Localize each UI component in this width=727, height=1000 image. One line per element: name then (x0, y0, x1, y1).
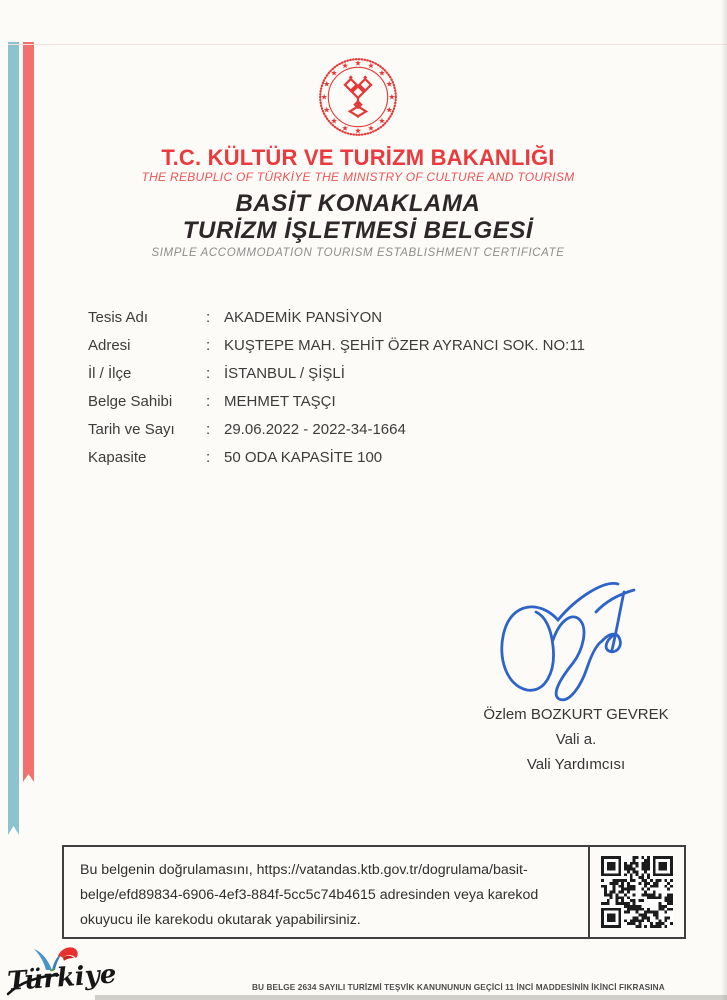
ministry-subtitle: THE REBUPLIC OF TÜRKİYE THE MINISTRY OF CULTURE AND TOURISM (141, 170, 575, 184)
field-colon: : (206, 392, 211, 410)
field-label: Tarih ve Sayı (88, 420, 175, 438)
certificate-fields (88, 303, 648, 471)
field-colon: : (206, 364, 211, 382)
legal-footnote: BU BELGE 2634 SAYILI TURİZMİ TEŞVİK KANUNUNUN GEÇİCİ 11 İNCİ MADDESİNİN İKİNCİ FIKRASINA (252, 982, 665, 992)
field-row-tesis-adi (88, 303, 648, 331)
field-value: AKADEMİK PANSİYON (224, 308, 383, 326)
field-colon: : (206, 308, 211, 326)
field-label: İl / İlçe (88, 364, 132, 382)
signer-title: Vali a. (555, 731, 597, 748)
scan-edge-right (721, 0, 727, 1000)
verification-line1: Bu belgenin doğrulamasını, https://vatandas.ktb.gov.tr/dogrulama/basit- (80, 862, 528, 878)
field-value: MEHMET TAŞÇI (224, 392, 336, 410)
field-row-belge-sahibi (88, 387, 648, 415)
field-value: KUŞTEPE MAH. ŞEHİT ÖZER AYRANCI SOK. NO:11 (224, 336, 585, 354)
verification-line3: okuyucu ile karekodu okutarak yapabilirsiniz. (80, 912, 361, 928)
verification-text (64, 847, 588, 937)
field-colon: : (206, 448, 211, 466)
field-label: Kapasite (88, 448, 147, 466)
turkiye-wordmark: Türkiye (6, 959, 118, 997)
qr-code-panel (588, 847, 684, 937)
signer-block (468, 706, 684, 781)
certificate-subtitle: SIMPLE ACCOMMODATION TOURISM ESTABLISHMENT CERTIFICATE (151, 247, 565, 259)
field-row-il-ilce (88, 359, 648, 387)
ministry-emblem-icon (313, 52, 403, 142)
certificate-title-line2: TURİZM İŞLETMESİ BELGESİ (182, 217, 534, 244)
field-label: Belge Sahibi (88, 392, 173, 410)
field-row-adresi (88, 331, 648, 359)
field-label: Adresi (88, 336, 131, 354)
ministry-title: T.C. KÜLTÜR VE TURİZM BAKANLIĞI (161, 145, 555, 170)
field-value: 50 ODA KAPASİTE 100 (224, 448, 383, 466)
handwritten-signature (488, 570, 644, 706)
scan-edge-bottom (95, 995, 727, 1000)
certificate-title-line1: BASİT KONAKLAMA (235, 190, 481, 217)
turkiye-logo (6, 942, 126, 1000)
signer-subtitle: Vali Yardımcısı (526, 756, 626, 773)
verification-box (62, 845, 686, 939)
top-hairline (8, 44, 727, 45)
field-value: 29.06.2022 - 2022-34-1664 (224, 420, 406, 438)
field-colon: : (206, 420, 211, 438)
qr-code-icon (601, 856, 673, 928)
field-row-kapasite (88, 443, 648, 471)
field-label: Tesis Adı (88, 308, 149, 326)
verification-line2: belge/efd89834-6906-4ef3-884f-5cc5c74b4615 adresinden veya karekod (80, 887, 539, 903)
field-colon: : (206, 336, 211, 354)
field-value: İSTANBUL / ŞİŞLİ (224, 364, 345, 382)
field-row-tarih-sayi (88, 415, 648, 443)
signer-name: Özlem BOZKURT GEVREK (483, 706, 669, 723)
